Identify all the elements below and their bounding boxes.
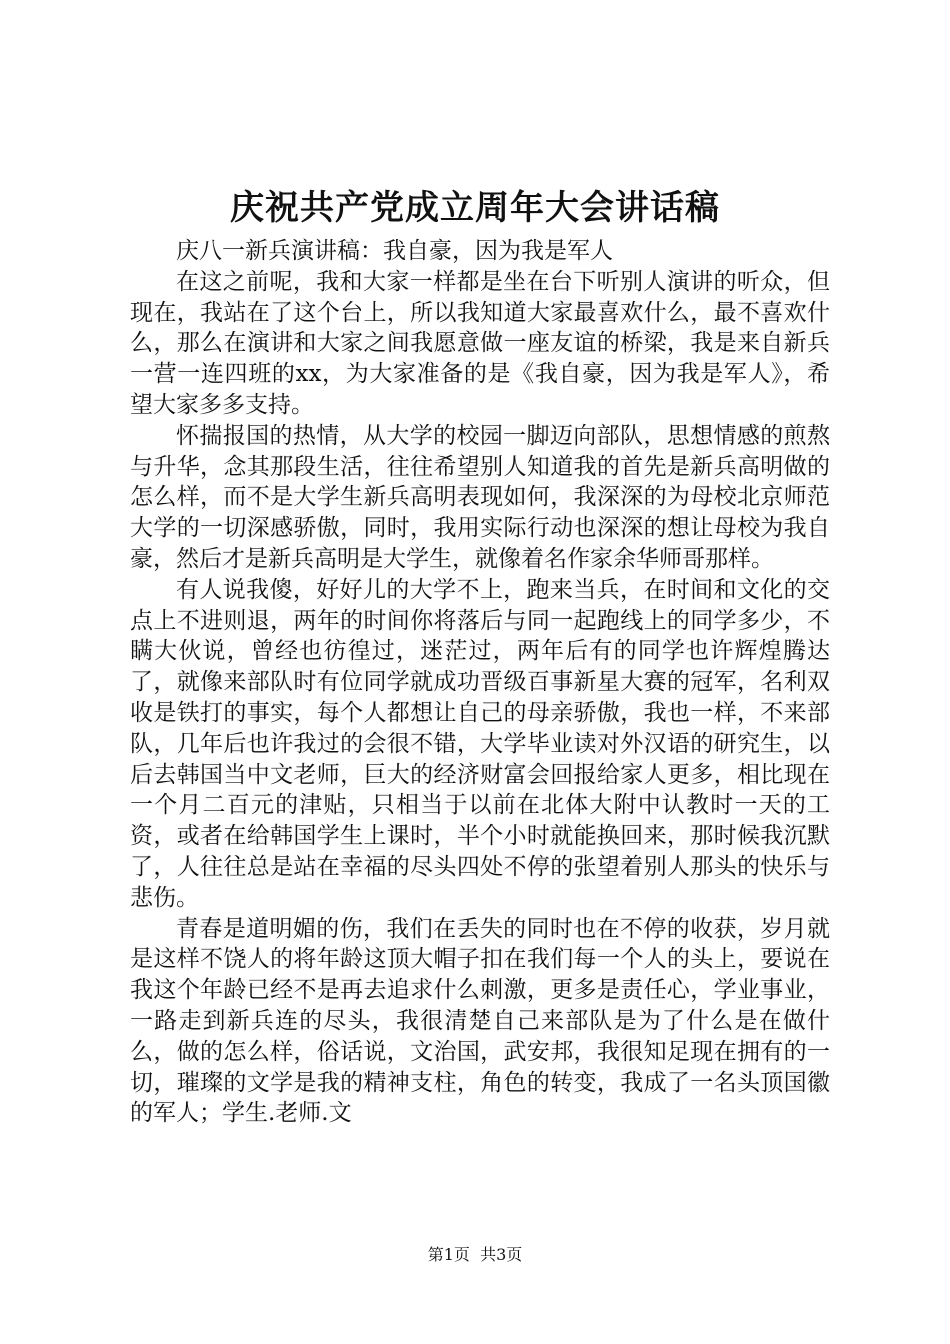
page-number-footer: 第1页 共3页 [427, 1245, 523, 1264]
document-body [130, 236, 830, 1129]
paragraph: 在这之前呢，我和大家一样都是坐在台下听别人演讲的听众，但现在，我站在了这个台上，所以我知道大家最喜欢什么，最不喜欢什么，那么在演讲和大家之间我愿意做一座友谊的桥梁，我是来自新兵一营一连四班的xx，为大家准备的是《我自豪，因为我是军人》，希望大家多多支持。 [130, 268, 830, 418]
paragraph: 青春是道明媚的伤，我们在丢失的同时也在不停的收获，岁月就是这样不饶人的将年龄这顶大帽子扣在我们每一个人的头上，要说在我这个年龄已经不是再去追求什么刺激，更多是责任心，学业事业，一路走到新兵连的尽头，我很清楚自己来部队是为了什么是在做什么，做的怎么样，俗话说，文治国，武安邦，我很知足现在拥有的一切，璀璨的文学是我的精神支柱，角色的转变，我成了一名头顶国徽的军人；学生.老师.文 [130, 915, 830, 1127]
document-title: 庆祝共产党成立周年大会讲话稿 [230, 188, 720, 228]
paragraph: 怀揣报国的热情，从大学的校园一脚迈向部队，思想情感的煎熬与升华，念其那段生活，往往希望别人知道我的首先是新兵高明做的怎么样，而不是大学生新兵高明表现如何，我深深的为母校北京师范大学的一切深感骄傲，同时，我用实际行动也深深的想让母校为我自豪，然后才是新兵高明是大学生，就像着名作家余华师哥那样。 [130, 422, 830, 572]
paragraph: 有人说我傻，好好儿的大学不上，跑来当兵，在时间和文化的交点上不进则退，两年的时间你将落后与同一起跑线上的同学多少，不瞒大伙说，曾经也彷徨过，迷茫过，两年后有的同学也许辉煌腾达了，就像来部队时有位同学就成功晋级百事新星大赛的冠军，名利双收是铁打的事实，每个人都想让自己的母亲骄傲，我也一样，不来部队，几年后也许我过的会很不错，大学毕业读对外汉语的研究生，以后去韩国当中文老师，巨大的经济财富会回报给家人更多，相比现在一个月二百元的津贴，只相当于以前在北体大附中认教时一天的工资，或者在给韩国学生上课时，半个小时就能换回来，那时候我沉默了，人往往总是站在幸福的尽头四处不停的张望着别人那头的快乐与悲伤。 [130, 576, 830, 911]
paragraph-subtitle: 庆八一新兵演讲稿：我自豪，因为我是军人 [176, 238, 613, 264]
